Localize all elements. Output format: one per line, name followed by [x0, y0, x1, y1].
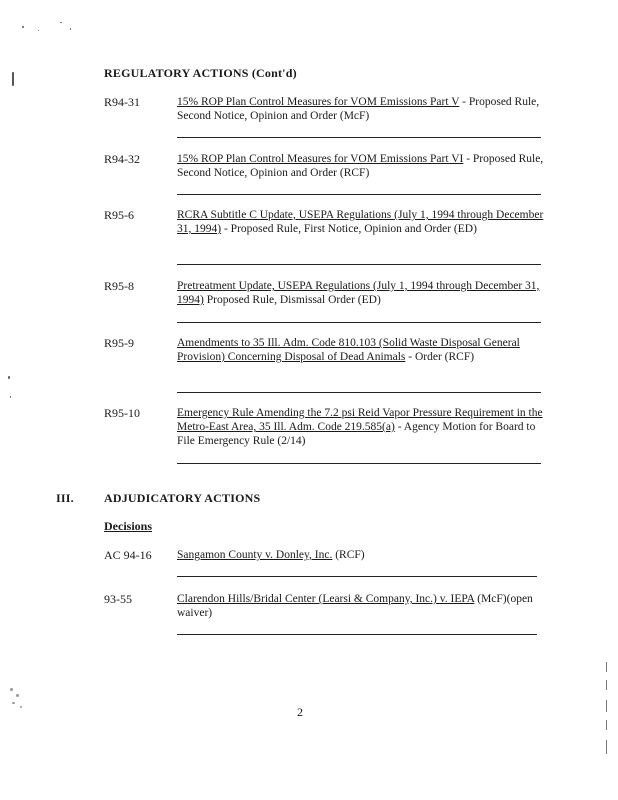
separator-line	[177, 392, 541, 393]
case-description: (McF)(open waiver)	[177, 593, 533, 619]
docket-code: R95-10	[104, 406, 140, 420]
scan-speck	[60, 22, 62, 23]
docket-code: R95-9	[104, 336, 134, 350]
case-code: 93-55	[104, 592, 132, 606]
page-number: 2	[297, 705, 303, 719]
scan-speck	[22, 26, 24, 28]
scan-edge-mark	[606, 740, 607, 754]
docket-entry	[177, 152, 547, 180]
scan-speck	[12, 72, 14, 86]
separator-line	[177, 576, 537, 577]
scan-speck	[8, 376, 10, 379]
scan-speck	[10, 688, 13, 691]
docket-entry	[177, 279, 547, 307]
scan-speck	[38, 30, 39, 31]
docket-code: R95-8	[104, 279, 134, 293]
scan-speck	[12, 702, 15, 704]
scan-speck	[20, 706, 22, 708]
separator-line	[177, 264, 541, 265]
docket-entry	[177, 95, 547, 123]
scan-edge-mark	[606, 662, 607, 672]
docket-description: - Agency Motion for Board to File Emergency Rule (2/14)	[177, 421, 536, 447]
docket-title: Emergency Rule Amending the 7.2 psi Reid Vapor Pressure Requirement in the Metro-East Area, 35 Ill. Adm. Code 219.585(a)	[177, 407, 543, 433]
docket-description: - Order (RCF)	[405, 351, 475, 363]
docket-entry	[177, 336, 547, 364]
scan-edge-mark	[606, 700, 607, 712]
docket-title: 15% ROP Plan Control Measures for VOM Emissions Part V	[177, 96, 460, 108]
scan-speck	[10, 396, 11, 398]
docket-description: - Proposed Rule, Second Notice, Opinion and Order (RCF)	[177, 153, 544, 179]
case-entry	[177, 592, 547, 620]
separator-line	[177, 137, 541, 138]
separator-line	[177, 634, 537, 635]
scan-speck	[16, 694, 19, 697]
docket-title: Amendments to 35 Ill. Adm. Code 810.103 (Solid Waste Disposal General Provision) Concerning Disposal of Dead Animals	[177, 337, 520, 363]
docket-entry	[177, 406, 547, 448]
docket-code: R94-31	[104, 95, 140, 109]
scan-speck	[70, 28, 71, 30]
section-numeral: III.	[56, 491, 74, 505]
case-title: Clarendon Hills/Bridal Center (Learsi & Company, Inc.) v. IEPA	[177, 593, 475, 605]
docket-description: - Proposed Rule, First Notice, Opinion and Order (ED)	[221, 223, 477, 235]
case-description: (RCF)	[332, 549, 365, 561]
section-heading: REGULATORY ACTIONS (Cont'd)	[104, 66, 297, 80]
case-code: AC 94-16	[104, 548, 152, 562]
docket-entry	[177, 208, 547, 236]
docket-code: R95-6	[104, 208, 134, 222]
docket-title: 15% ROP Plan Control Measures for VOM Emissions Part VI	[177, 153, 464, 165]
docket-code: R94-32	[104, 152, 140, 166]
docket-title: RCRA Subtitle C Update, USEPA Regulations (July 1, 1994 through December 31, 1994)	[177, 209, 544, 235]
scan-edge-mark	[606, 680, 607, 690]
case-title: Sangamon County v. Donley, Inc.	[177, 549, 333, 561]
separator-line	[177, 194, 541, 195]
docket-description: - Proposed Rule, Second Notice, Opinion and Order (McF)	[177, 96, 540, 122]
docket-title: Pretreatment Update, USEPA Regulations (July 1, 1994 through December 31, 1994)	[177, 280, 540, 306]
section-heading: ADJUDICATORY ACTIONS	[104, 491, 261, 505]
subsection-heading: Decisions	[104, 519, 152, 533]
scan-edge-mark	[606, 720, 607, 730]
separator-line	[177, 463, 541, 464]
separator-line	[177, 322, 541, 323]
docket-description: Proposed Rule, Dismissal Order (ED)	[203, 294, 381, 306]
case-entry	[177, 548, 547, 562]
